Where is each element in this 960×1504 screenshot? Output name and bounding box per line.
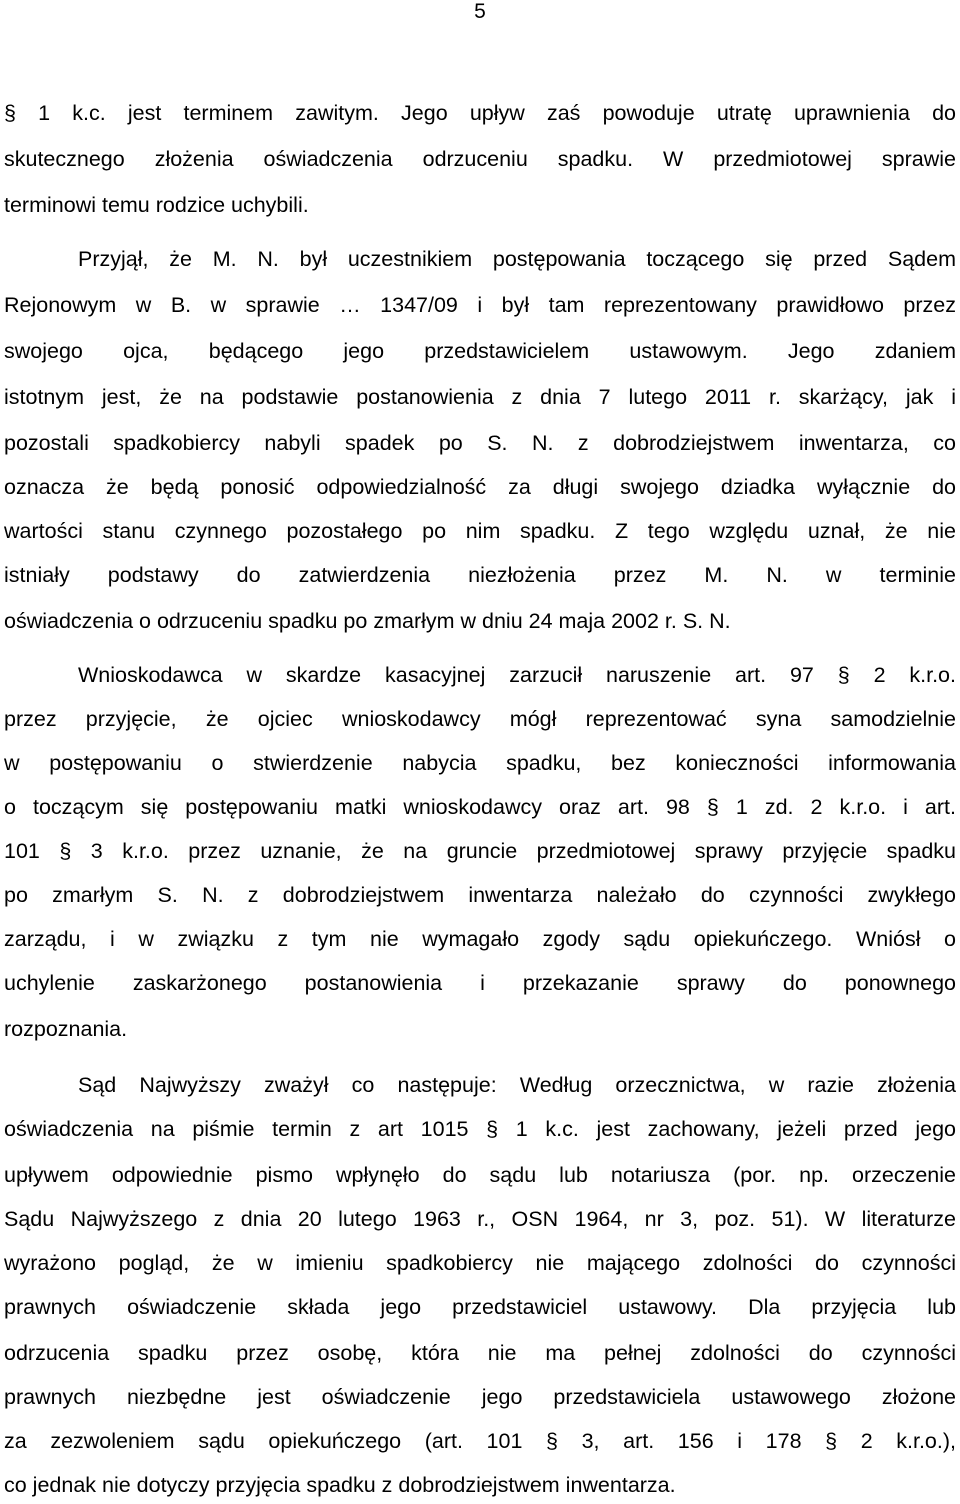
text-line: swojego ojca, będącego jego przedstawicielem ustawowym. Jego zdaniem <box>4 339 956 363</box>
text-line: § 1 k.c. jest terminem zawitym. Jego upływ zaś powoduje utratę uprawnienia do <box>4 101 956 125</box>
text-line: oświadczenia na piśmie termin z art 1015 § 1 k.c. jest zachowany, jeżeli przed jego <box>4 1117 956 1141</box>
page-number: 5 <box>474 0 486 23</box>
text-line: przez przyjęcie, że ojciec wnioskodawcy mógł reprezentować syna samodzielnie <box>4 707 956 731</box>
text-line: za zezwoleniem sądu opiekuńczego (art. 101 § 3, art. 156 i 178 § 2 k.r.o.), <box>4 1429 956 1453</box>
text-line: w postępowaniu o stwierdzenie nabycia spadku, bez konieczności informowania <box>4 751 956 775</box>
text-line: prawnych oświadczenie składa jego przedstawiciel ustawowy. Dla przyjęcia lub <box>4 1295 956 1319</box>
text-line: terminowi temu rodzice uchybili. <box>4 193 309 217</box>
text-line: Wnioskodawca w skardze kasacyjnej zarzucił naruszenie art. 97 § 2 k.r.o. <box>78 663 956 687</box>
text-line: oznacza że będą ponosić odpowiedzialność za długi swojego dziadka wyłącznie do <box>4 475 956 499</box>
text-line: oświadczenia o odrzuceniu spadku po zmarłym w dniu 24 maja 2002 r. S. N. <box>4 609 731 633</box>
text-line: pozostali spadkobiercy nabyli spadek po S. N. z dobrodziejstwem inwentarza, co <box>4 431 956 455</box>
text-line: co jednak nie dotyczy przyjęcia spadku z dobrodziejstwem inwentarza. <box>4 1473 676 1497</box>
text-line: istniały podstawy do zatwierdzenia niezłożenia przez M. N. w terminie <box>4 563 956 587</box>
text-line: wyrażono pogląd, że w imieniu spadkobiercy nie mającego zdolności do czynności <box>4 1251 956 1275</box>
text-line: istotnym jest, że na podstawie postanowienia z dnia 7 lutego 2011 r. skarżący, jak i <box>4 385 956 409</box>
text-line: wartości stanu czynnego pozostałego po nim spadku. Z tego względu uznał, że nie <box>4 519 956 543</box>
text-line: 101 § 3 k.r.o. przez uznanie, że na gruncie przedmiotowej sprawy przyjęcie spadku <box>4 839 956 863</box>
text-line: Sądu Najwyższego z dnia 20 lutego 1963 r., OSN 1964, nr 3, poz. 51). W literaturze <box>4 1207 956 1231</box>
text-line: upływem odpowiednie pismo wpłynęło do sądu lub notariusza (por. np. orzeczenie <box>4 1163 956 1187</box>
text-line: uchylenie zaskarżonego postanowienia i przekazanie sprawy do ponownego <box>4 971 956 995</box>
text-line: rozpoznania. <box>4 1017 128 1041</box>
text-line: skutecznego złożenia oświadczenia odrzuceniu spadku. W przedmiotowej sprawie <box>4 147 956 171</box>
text-line: prawnych niezbędne jest oświadczenie jego przedstawiciela ustawowego złożone <box>4 1385 956 1409</box>
text-line: Rejonowym w B. w sprawie … 1347/09 i był tam reprezentowany prawidłowo przez <box>4 293 956 317</box>
text-line: Przyjął, że M. N. był uczestnikiem postępowania toczącego się przed Sądem <box>78 247 956 271</box>
text-line: zarządu, i w związku z tym nie wymagało zgody sądu opiekuńczego. Wniósł o <box>4 927 956 951</box>
text-line: odrzucenia spadku przez osobę, która nie ma pełnej zdolności do czynności <box>4 1341 956 1365</box>
text-line: o toczącym się postępowaniu matki wnioskodawcy oraz art. 98 § 1 zd. 2 k.r.o. i art. <box>4 795 956 819</box>
text-line: Sąd Najwyższy zważył co następuje: Według orzecznictwa, w razie złożenia <box>78 1073 956 1097</box>
text-line: po zmarłym S. N. z dobrodziejstwem inwentarza należało do czynności zwykłego <box>4 883 956 907</box>
